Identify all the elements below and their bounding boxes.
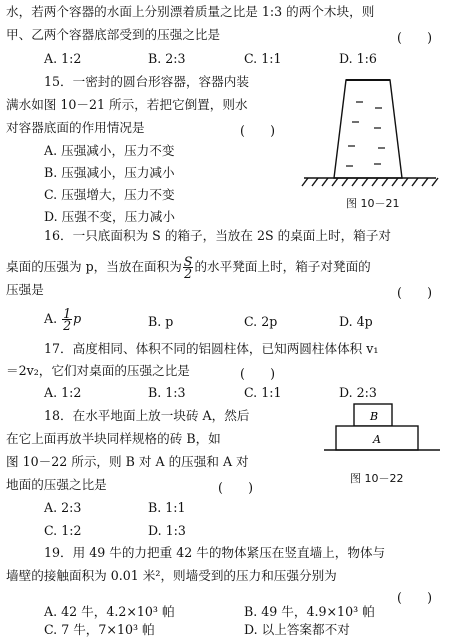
q19-blank: ( )	[397, 590, 433, 605]
q16-opt-a-var: p	[73, 311, 82, 326]
q16-frac-numerator: S	[183, 254, 193, 269]
q14-blank: ( )	[397, 30, 433, 45]
figure-10-21-frustum-container	[296, 68, 446, 210]
q16-line3: 压强是	[6, 282, 44, 297]
q15-opt-d: D. 压强不变，压力减小	[44, 209, 175, 224]
q18-line2: 在它上面再放半块同样规格的砖 B，如	[6, 431, 221, 446]
q19-opt-c: C. 7 牛，7×10³ 帕	[44, 622, 155, 637]
brick-b-label: B	[370, 410, 379, 423]
brick-a-label: A	[373, 433, 381, 446]
q14-opt-a: A. 1:2	[44, 51, 82, 66]
q16-opt-a-fraction	[62, 308, 72, 331]
q18-opt-c: C. 1:2	[44, 523, 82, 538]
q18-line3: 图 10－22 所示，则 B 对 A 的压强和 A 对	[6, 454, 249, 469]
q14-opt-b: B. 2:3	[148, 51, 186, 66]
q17-opt-d: D. 2:3	[339, 385, 377, 400]
q16-blank: ( )	[397, 285, 433, 300]
q15-opt-b: B. 压强减小，压力减小	[44, 165, 175, 180]
q18-line1: 18．在水平地面上放一块砖 A，然后	[44, 408, 250, 423]
q17-opt-c: C. 1:1	[244, 385, 282, 400]
q16-opt-d: D. 4p	[339, 314, 373, 329]
q16-line1: 16．一只底面积为 S 的箱子，当放在 2S 的桌面上时，箱子对	[44, 228, 391, 243]
q19-opt-b: B. 49 牛，4.9×10³ 帕	[244, 604, 375, 619]
q18-opt-d: D. 1:3	[148, 523, 186, 538]
q16-line2b: 的水平凳面上时，箱子对凳面的	[194, 259, 371, 274]
q19-opt-a: A. 42 牛，4.2×10³ 帕	[44, 604, 175, 619]
q14-line1: 水，若两个容器的水面上分别漂着质量之比是 1:3 的两个木块，则	[6, 4, 375, 19]
q16-opt-b: B. p	[148, 314, 174, 329]
q14-line2: 甲、乙两个容器底部受到的压强之比是	[6, 27, 221, 42]
q14-opt-c: C. 1:1	[244, 51, 282, 66]
q17-blank: ( )	[240, 366, 276, 381]
q16-opt-a-numerator: 1	[63, 306, 72, 321]
q18-blank: ( )	[218, 480, 254, 495]
q18-opt-b: B. 1:1	[148, 500, 186, 515]
q17-line2: ＝2v₂，它们对桌面的压强之比是	[6, 363, 190, 378]
q19-line1: 19．用 49 牛的力把重 42 牛的物体紧压在竖直墙上，物体与	[44, 545, 386, 560]
figure-10-22-bricks	[322, 398, 442, 460]
q14-opt-d: D. 1:6	[339, 51, 377, 66]
q16-opt-a-denominator: 2	[63, 318, 72, 333]
q15-line3: 对容器底面的作用情况是	[6, 120, 145, 135]
q16-line2	[6, 256, 371, 279]
q19-line2: 墙壁的接触面积为 0.01 米²，则墙受到的压力和压强分别为	[6, 568, 337, 583]
q17-opt-a: A. 1:2	[44, 385, 82, 400]
q15-line1: 15．一密封的圆台形容器，容器内装	[44, 74, 249, 89]
q16-opt-a	[44, 308, 81, 331]
q17-line1: 17．高度相同、体积不同的铝圆柱体，已知两圆柱体体积 v₁	[44, 341, 379, 356]
figure-10-22-caption: 图 10－22	[350, 472, 404, 485]
q16-opt-c: C. 2p	[244, 314, 278, 329]
q15-line2: 满水如图 10－21 所示，若把它倒置，则水	[6, 97, 248, 112]
q16-frac-denominator: 2	[184, 266, 193, 281]
q19-opt-d: D. 以上答案都不对	[244, 622, 350, 637]
q17-opt-b: B. 1:3	[148, 385, 186, 400]
q16-fraction	[183, 256, 194, 279]
figure-10-21-caption: 图 10－21	[346, 197, 400, 210]
q16-line2a: 桌面的压强为 p，当放在面积为	[6, 259, 182, 274]
q15-opt-c: C. 压强增大，压力不变	[44, 187, 175, 202]
q15-opt-a: A. 压强减小，压力不变	[44, 143, 175, 158]
q16-opt-a-letter: A.	[44, 311, 58, 326]
q18-opt-a: A. 2:3	[44, 500, 82, 515]
q18-line4: 地面的压强之比是	[6, 477, 107, 492]
q15-blank: ( )	[240, 123, 276, 138]
